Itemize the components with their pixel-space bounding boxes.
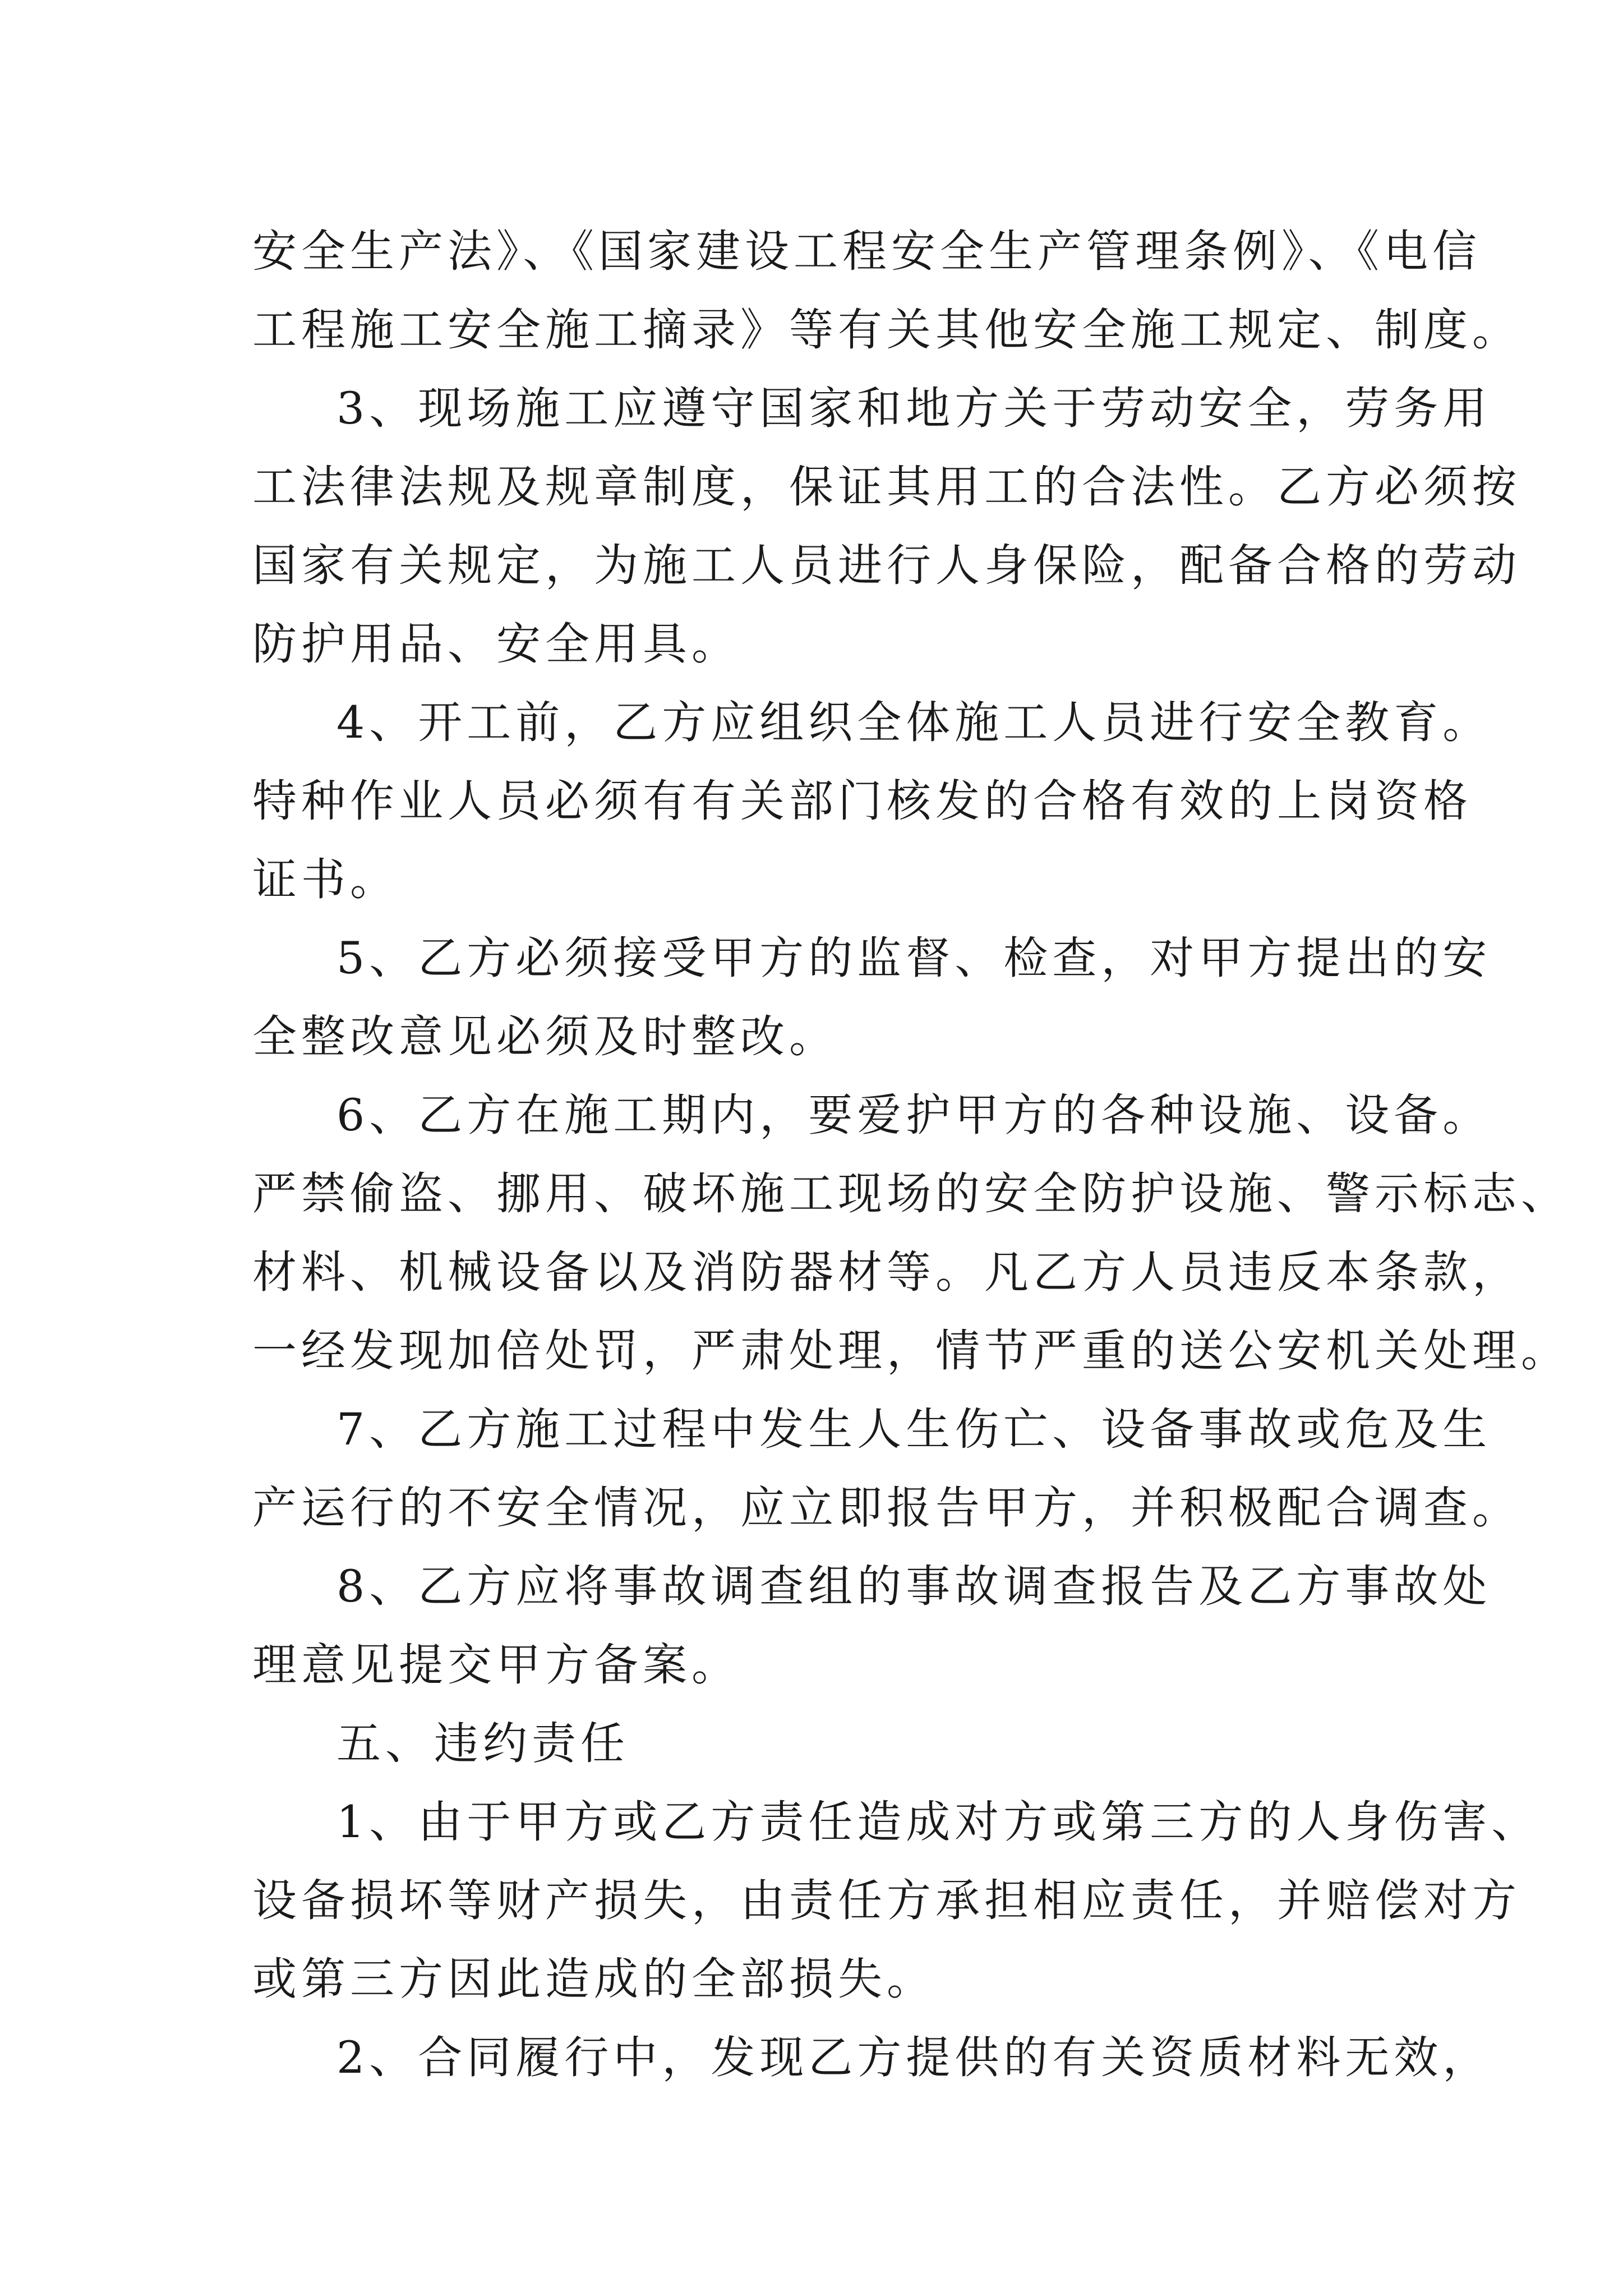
text-line: 材料、机械设备以及消防器材等。凡乙方人员违反本条款， [252,1246,1521,1298]
text-line: 严禁偷盗、挪用、破坏施工现场的安全防护设施、警示标志、 [252,1168,1570,1220]
text-line: 全整改意见必须及时整改。 [252,1011,838,1062]
paragraph-start: 4、开工前，乙方应组织全体施工人员进行安全教育。 [336,697,1492,748]
text-line: 工法律法规及规章制度，保证其用工的合法性。乙方必须按 [252,461,1521,513]
text-line: 理意见提交甲方备案。 [252,1639,740,1691]
text-line: 设备损坏等财产损失，由责任方承担相应责任，并赔偿对方 [252,1875,1521,1926]
text-line: 或第三方因此造成的全部损失。 [252,1953,935,2005]
paragraph-start: 8、乙方应将事故调查组的事故调查报告及乙方事故处 [336,1561,1492,1612]
paragraph-start: 3、现场施工应遵守国家和地方关于劳动安全，劳务用 [336,383,1492,434]
text-line: 特种作业人员必须有有关部门核发的合格有效的上岗资格 [252,775,1472,827]
document-page [252,212,1570,2097]
text-line: 工程施工安全施工摘录》等有关其他安全施工规定、制度。 [252,304,1521,356]
text-line: 安全生产法》、《国家建设工程安全生产管理条例》、《电信 [252,226,1481,277]
text-line: 防护用品、安全用具。 [252,618,740,670]
text-line: 证书。 [252,854,399,905]
text-line: 国家有关规定，为施工人员进行人身保险，配备合格的劳动 [252,540,1521,591]
paragraph-start: 2、合同履行中，发现乙方提供的有关资质材料无效， [336,2032,1492,2083]
text-line: 一经发现加倍处罚，严肃处理，情节严重的送公安机关处理。 [252,1325,1570,1377]
paragraph-start: 6、乙方在施工期内，要爱护甲方的各种设施、设备。 [336,1089,1492,1141]
section-heading: 五、违约责任 [336,1718,629,1769]
paragraph-start: 1、由于甲方或乙方责任造成对方或第三方的人身伤害、 [336,1796,1541,1848]
paragraph-start: 5、乙方必须接受甲方的监督、检查，对甲方提出的安 [336,932,1492,984]
paragraph-start: 7、乙方施工过程中发生人生伤亡、设备事故或危及生 [336,1404,1492,1455]
text-line: 产运行的不安全情况，应立即报告甲方，并积极配合调查。 [252,1482,1521,1534]
